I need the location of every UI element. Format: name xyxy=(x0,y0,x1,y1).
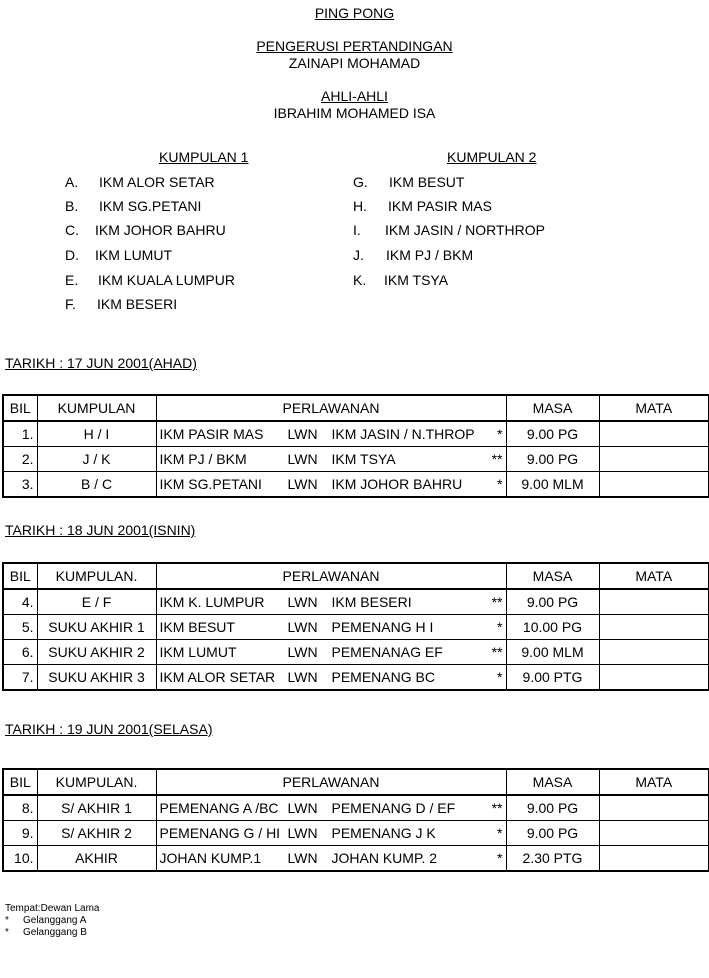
schedule-table-day-1 xyxy=(2,394,709,498)
list-item: H. IKM PASIR MAS xyxy=(353,198,492,214)
list-item: C. IKM JOHOR BAHRU xyxy=(65,222,226,238)
col-header-kumpulan: KUMPULAN. xyxy=(37,769,156,795)
cell-mata xyxy=(599,795,709,821)
cell-masa: 9.00 PG xyxy=(506,795,599,821)
cell-match: IKM LUMUT LWN PEMENANAG EF ** xyxy=(156,640,506,665)
cell-bil: 2. xyxy=(3,447,37,472)
cell-masa: 9.00 PG xyxy=(506,589,599,615)
list-item: B. IKM SG.PETANI xyxy=(65,198,202,214)
cell-mata xyxy=(599,640,709,665)
list-item: E. IKM KUALA LUMPUR xyxy=(65,272,235,288)
col-header-masa: MASA xyxy=(506,769,599,795)
date-heading-day-3: TARIKH : 19 JUN 2001(SELASA) xyxy=(5,721,213,737)
schedule-table-day-3 xyxy=(2,768,709,872)
cell-mata xyxy=(599,472,709,498)
col-header-bil: BIL xyxy=(3,769,37,795)
list-item: A. IKM ALOR SETAR xyxy=(65,174,215,190)
cell-match: IKM ALOR SETAR LWN PEMENANG BC * xyxy=(156,665,506,691)
table-row xyxy=(3,421,709,447)
cell-kumpulan: SUKU AKHIR 1 xyxy=(37,615,156,640)
table-row xyxy=(3,795,709,821)
chair-name: ZAINAPI MOHAMAD xyxy=(288,55,421,71)
cell-masa: 9.00 PG xyxy=(506,447,599,472)
cell-bil: 4. xyxy=(3,589,37,615)
court-mark: * xyxy=(497,669,503,685)
court-mark: * xyxy=(497,850,503,866)
page-title: PING PONG xyxy=(314,5,395,21)
col-header-masa: MASA xyxy=(506,395,599,421)
list-item: G. IKM BESUT xyxy=(353,174,465,190)
cell-masa: 9.00 MLM xyxy=(506,640,599,665)
table-header-row xyxy=(3,563,709,589)
court-mark: * xyxy=(497,426,503,442)
table-row xyxy=(3,589,709,615)
list-item: K. IKM TSYA xyxy=(353,272,449,288)
court-mark: * xyxy=(497,619,503,635)
col-header-perlawanan: PERLAWANAN xyxy=(156,563,506,589)
court-mark: ** xyxy=(491,451,503,467)
table-row xyxy=(3,472,709,498)
cell-masa: 2.30 PTG xyxy=(506,846,599,872)
cell-kumpulan: E / F xyxy=(37,589,156,615)
cell-kumpulan: H / I xyxy=(37,421,156,447)
group-1-title: KUMPULAN 1 xyxy=(159,149,249,165)
col-header-kumpulan: KUMPULAN. xyxy=(37,563,156,589)
col-header-perlawanan: PERLAWANAN xyxy=(156,769,506,795)
schedule-table-day-2 xyxy=(2,562,709,691)
cell-bil: 1. xyxy=(3,421,37,447)
cell-kumpulan: S/ AKHIR 1 xyxy=(37,795,156,821)
cell-kumpulan: B / C xyxy=(37,472,156,498)
cell-bil: 6. xyxy=(3,640,37,665)
court-mark: ** xyxy=(491,644,503,660)
cell-bil: 9. xyxy=(3,821,37,846)
cell-match: IKM SG.PETANI LWN IKM JOHOR BAHRU * xyxy=(156,472,506,498)
table-row xyxy=(3,447,709,472)
date-heading-day-1: TARIKH : 17 JUN 2001(AHAD) xyxy=(5,355,197,371)
table-header-row xyxy=(3,769,709,795)
court-legend-b: * Gelanggang B xyxy=(5,927,87,938)
cell-mata xyxy=(599,665,709,691)
cell-bil: 3. xyxy=(3,472,37,498)
cell-mata xyxy=(599,447,709,472)
col-header-bil: BIL xyxy=(3,563,37,589)
col-header-mata: MATA xyxy=(599,395,709,421)
list-item: J. IKM PJ / BKM xyxy=(353,247,474,263)
cell-match: IKM K. LUMPUR LWN IKM BESERI ** xyxy=(156,589,506,615)
cell-kumpulan: AKHIR xyxy=(37,846,156,872)
court-mark: ** xyxy=(491,800,503,816)
cell-mata xyxy=(599,615,709,640)
cell-kumpulan: S/ AKHIR 2 xyxy=(37,821,156,846)
court-legend-a: * Gelanggang A xyxy=(5,915,87,926)
col-header-masa: MASA xyxy=(506,563,599,589)
table-row xyxy=(3,665,709,691)
list-item: D. IKM LUMUT xyxy=(65,247,172,263)
date-heading-day-2: TARIKH : 18 JUN 2001(ISNIN) xyxy=(5,522,196,538)
cell-match: PEMENANG A /BC LWN PEMENANG D / EF ** xyxy=(156,795,506,821)
list-item: I. IKM JASIN / NORTHROP xyxy=(353,222,545,238)
cell-bil: 7. xyxy=(3,665,37,691)
cell-kumpulan: J / K xyxy=(37,447,156,472)
court-mark: * xyxy=(497,825,503,841)
col-header-kumpulan: KUMPULAN xyxy=(37,395,156,421)
col-header-bil: BIL xyxy=(3,395,37,421)
table-header-row xyxy=(3,395,709,421)
cell-masa: 9.00 PTG xyxy=(506,665,599,691)
cell-mata xyxy=(599,846,709,872)
cell-bil: 5. xyxy=(3,615,37,640)
court-mark: ** xyxy=(491,594,503,610)
list-item: F. IKM BESERI xyxy=(65,296,178,312)
cell-match: IKM PASIR MAS LWN IKM JASIN / N.THROP * xyxy=(156,421,506,447)
cell-mata xyxy=(599,421,709,447)
cell-mata xyxy=(599,589,709,615)
cell-match: IKM PJ / BKM LWN IKM TSYA ** xyxy=(156,447,506,472)
members-label: AHLI-AHLI xyxy=(321,88,388,104)
cell-kumpulan: SUKU AKHIR 3 xyxy=(37,665,156,691)
cell-match: PEMENANG G / HI LWN PEMENANG J K * xyxy=(156,821,506,846)
cell-masa: 9.00 PG xyxy=(506,421,599,447)
chair-label: PENGERUSI PERTANDINGAN xyxy=(256,38,453,54)
cell-masa: 10.00 PG xyxy=(506,615,599,640)
cell-masa: 9.00 PG xyxy=(506,821,599,846)
cell-bil: 8. xyxy=(3,795,37,821)
venue-note: Tempat:Dewan Lama xyxy=(5,903,100,914)
cell-match: IKM BESUT LWN PEMENANG H I * xyxy=(156,615,506,640)
cell-masa: 9.00 MLM xyxy=(506,472,599,498)
table-row xyxy=(3,615,709,640)
group-2-title: KUMPULAN 2 xyxy=(447,149,537,165)
table-row xyxy=(3,640,709,665)
col-header-mata: MATA xyxy=(599,769,709,795)
court-mark: * xyxy=(497,476,503,492)
cell-match: JOHAN KUMP.1 LWN JOHAN KUMP. 2 * xyxy=(156,846,506,872)
cell-kumpulan: SUKU AKHIR 2 xyxy=(37,640,156,665)
members-name: IBRAHIM MOHAMED ISA xyxy=(273,105,436,121)
table-row xyxy=(3,846,709,872)
col-header-perlawanan: PERLAWANAN xyxy=(156,395,506,421)
cell-bil: 10. xyxy=(3,846,37,872)
col-header-mata: MATA xyxy=(599,563,709,589)
table-row xyxy=(3,821,709,846)
cell-mata xyxy=(599,821,709,846)
